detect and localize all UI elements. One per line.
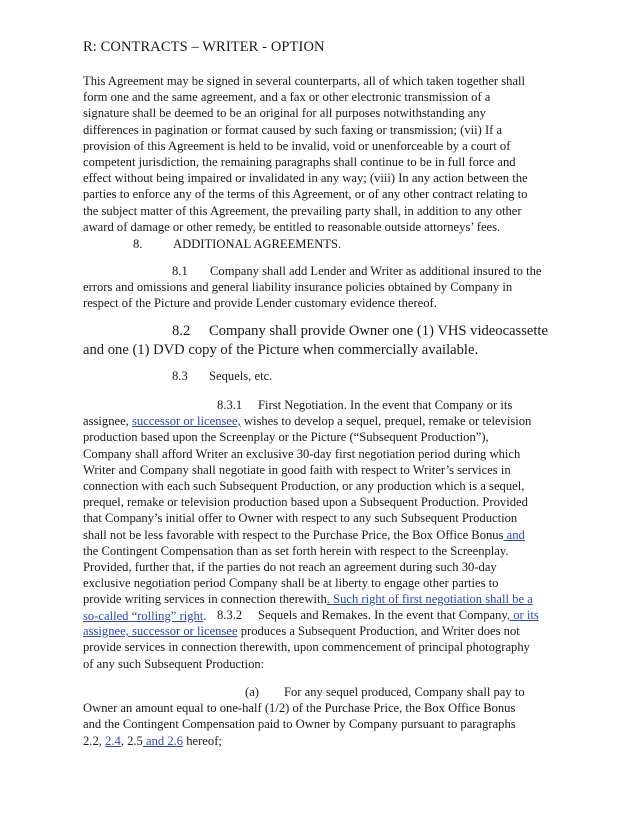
clause-line: exclusive negotiation period Company shall be at liberty to engage other parties to [83, 576, 499, 591]
section-title: ADDITIONAL AGREEMENTS. [173, 237, 342, 251]
clause-8-3-2-a [83, 684, 553, 749]
clause-text: produces a Subsequent Production, and Writer does not [237, 624, 520, 639]
text-line: effect without being impaired or invalidated in any way; (viii) In any action between the [83, 171, 528, 186]
clause-text: Sequels, etc. [209, 369, 273, 383]
clause-line: connection with each such Subsequent Production, or any production which is a sequel, [83, 479, 525, 494]
clause-number: 8.3.2 [217, 608, 243, 622]
text-line: award of damage or other remedy, be entitled to reasonable outside attorneys’ fees. [83, 219, 501, 234]
clause-8-2 [83, 322, 553, 359]
clause-line [83, 397, 553, 413]
clause-text: assignee, [83, 414, 132, 429]
clause-text: shall not be less favorable with respect to the Purchase Price, the Box Office Bonus [83, 527, 504, 542]
clause-text: First Negotiation. In the event that Company or its [258, 398, 513, 412]
clause-text: For any sequel produced, Company shall pay to [284, 685, 525, 699]
clause-text: . [203, 608, 207, 623]
text-line: differences in pagination or format caused by such faxing or transmission; (vii) If a [83, 122, 503, 137]
clause-line [83, 607, 553, 623]
clause-text: provide writing services in connection therewith [83, 592, 327, 607]
text-line: form one and the same agreement, and a fax or other electronic transmission of a [83, 90, 491, 105]
clause-line: Provided, further that, if the parties do not reach an agreement during such 30-day [83, 560, 497, 575]
text-line: competent jurisdiction, the remaining paragraphs shall continue to be in full force and [83, 155, 516, 170]
clause-line [83, 733, 553, 749]
page-title: R: CONTRACTS – WRITER - OPTION [83, 39, 325, 55]
clause-line: Owner an amount equal to one-half (1/2) of the Purchase Price, the Box Office Bonus [83, 701, 516, 716]
clause-line [83, 322, 553, 341]
text-line: parties to enforce any of the terms of this Agreement, or of any other contract relating to [83, 187, 528, 202]
text-line: provision of this Agreement is held to be invalid, void or unenforceable by a court of [83, 138, 511, 153]
clause-number: 8.3 [172, 369, 188, 383]
text-line: signature shall be deemed to be an original for all purposes notwithstanding any [83, 106, 486, 121]
text-line: the subject matter of this Agreement, the prevailing party shall, in addition to any other [83, 203, 522, 218]
clause-line: and the Contingent Compensation paid to Owner by Company pursuant to paragraphs [83, 717, 516, 732]
clause-text: Company shall provide Owner one (1) VHS videocassette [209, 323, 548, 339]
clause-line: prequel, remake or television production based upon a Subsequent Production. Provided [83, 495, 528, 510]
clause-line: errors and omissions and general liability insurance policies obtained by Company in [83, 280, 513, 295]
clause-line [83, 623, 553, 639]
clause-number: (a) [245, 685, 259, 699]
clause-line [83, 684, 553, 700]
clause-8-3 [83, 368, 553, 384]
inserted-text: so-called “rolling” right [83, 608, 204, 623]
clause-line: respect of the Picture and provide Lender customary evidence thereof. [83, 296, 437, 311]
section-number: 8. [133, 237, 143, 251]
inserted-text: . Such right of first negotiation shall be a [326, 592, 533, 607]
clause-text: hereof; [183, 733, 222, 748]
clause-line [83, 413, 553, 429]
clause-line: Writer and Company shall negotiate in good faith with respect to Writer’s services in [83, 462, 511, 477]
clause-number: 8.1 [172, 264, 188, 278]
clause-line: that Company’s initial offer to Owner with respect to any such Subsequent Production [83, 511, 518, 526]
clause-line [83, 527, 553, 543]
clause-line: the Contingent Compensation than as set forth herein with respect to the Screenplay. [83, 543, 509, 558]
inserted-text: and [503, 527, 525, 542]
intro-paragraph [83, 73, 553, 235]
clause-line: provide services in connection therewith, upon commencement of principal photography [83, 640, 530, 655]
inserted-text: and 2.6 [142, 733, 184, 748]
clause-line [83, 368, 553, 384]
clause-number: 8.2 [172, 323, 191, 339]
clause-8-3-1 [83, 397, 553, 624]
clause-line: production based upon the Screenplay or the Picture (“Subsequent Production”), [83, 430, 489, 445]
clause-text: , 2.5 [120, 733, 143, 748]
inserted-text: , or its [506, 608, 539, 622]
inserted-text: assignee, successor or licensee [83, 624, 238, 639]
clause-text: Company shall add Lender and Writer as additional insured to the [210, 264, 542, 278]
clause-text: 2.2, [83, 733, 106, 748]
text-line: This Agreement may be signed in several counterparts, all of which taken together shall [83, 74, 526, 88]
inserted-text: successor or licensee, [131, 414, 241, 429]
inserted-text: 2.4 [105, 733, 121, 748]
clause-line: Company shall afford Writer an exclusive 30-day first negotiation period during which [83, 446, 521, 461]
clause-line [83, 263, 553, 279]
clause-8-3-2 [83, 607, 553, 672]
clause-text: wishes to develop a sequel, prequel, remake or television [240, 414, 532, 429]
clause-8-1 [83, 263, 553, 312]
clause-line: and one (1) DVD copy of the Picture when commercially available. [83, 341, 479, 358]
section-heading [133, 236, 603, 252]
clause-line [83, 591, 553, 607]
clause-number: 8.3.1 [217, 398, 243, 412]
clause-line: of any such Subsequent Production: [83, 656, 265, 671]
clause-text: Sequels and Remakes. In the event that Company [258, 608, 507, 622]
